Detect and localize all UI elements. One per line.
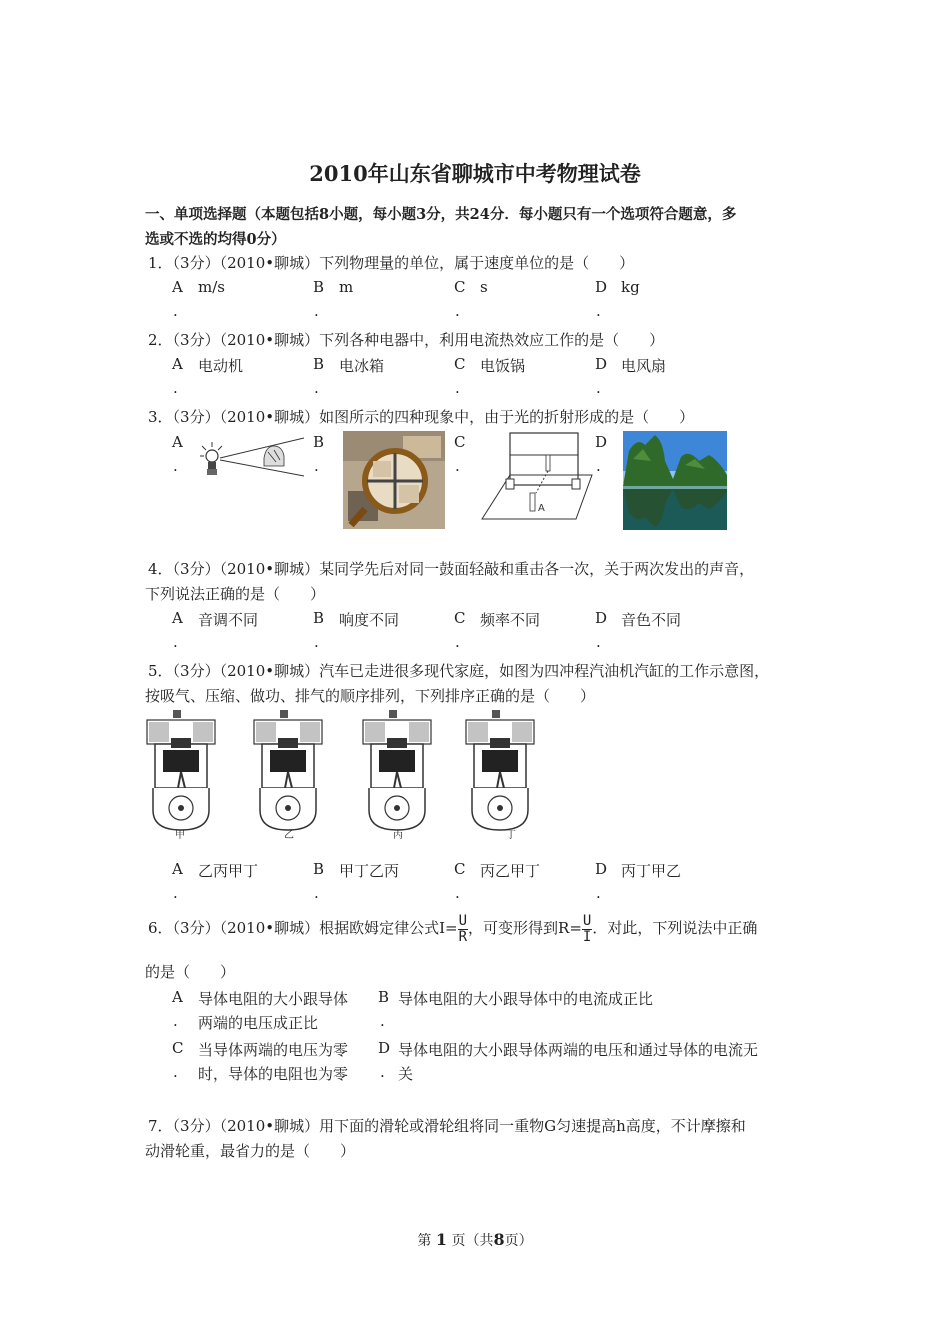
frac1-den: R <box>458 928 468 945</box>
q3-option-c-letter: C <box>454 433 466 451</box>
q2-option-a-letter: A <box>172 355 183 373</box>
engine-label-ding: 丁 <box>506 830 516 841</box>
q7-stem-line1: 7．（3分）（2010•聊城）用下面的滑轮或滑轮组将同一重物G匀速提高h高度，不计摩擦和 <box>148 1117 746 1135</box>
q1-option-a-letter: A <box>172 278 183 296</box>
q4-stem-line2: 下列说法正确的是（ ） <box>145 585 326 603</box>
q7-stem-line2: 动滑轮重，最省力的是（ ） <box>145 1142 356 1160</box>
q5-stem-line1: 5．（3分）（2010•聊城）汽车已走进很多现代家庭，如图为四冲程汽油机汽缸的工作示意图， <box>148 662 770 680</box>
q4-option-a-letter: A <box>172 609 183 627</box>
engine-label-bing: 丙 <box>393 830 403 841</box>
dot: . <box>314 302 319 320</box>
figure-shadow-lamp <box>198 434 308 494</box>
q2-option-d-letter: D <box>595 355 608 373</box>
dot: . <box>380 1012 385 1030</box>
q1-option-a-text: m/s <box>198 278 225 296</box>
q2-option-d-text: 电风扇 <box>621 357 667 375</box>
footer-pre: 第 <box>417 1233 432 1249</box>
dot: . <box>596 633 601 651</box>
figure-magnifier-photo <box>343 431 445 529</box>
q6-option-d-letter: D <box>378 1039 391 1057</box>
footer-total-pages: 8 <box>493 1230 505 1249</box>
q4-option-c-text: 频率不同 <box>480 611 541 629</box>
dot: . <box>173 379 178 397</box>
q1-option-d-letter: D <box>595 278 608 296</box>
q5-option-d-text: 丙丁甲乙 <box>621 862 682 880</box>
section-heading-line2: 选或不选的均得0分） <box>145 231 286 248</box>
q4-option-b-text: 响度不同 <box>339 611 400 629</box>
q1-option-c-text: s <box>480 278 488 296</box>
dot: . <box>173 633 178 651</box>
frac1-num: U <box>458 912 468 929</box>
dot: . <box>596 302 601 320</box>
dot: . <box>455 884 460 902</box>
q6-stem-b: ，可变形得到R= <box>468 919 582 937</box>
engine-label-jia: 甲 <box>175 830 185 841</box>
q6-option-a-letter: A <box>172 988 183 1006</box>
figure-mirror-experiment <box>480 431 594 523</box>
engine-label-yi: 乙 <box>284 830 294 841</box>
engine-diagram-bing <box>361 708 433 834</box>
lamp-icon <box>200 442 222 475</box>
q6-stem-a: 6．（3分）（2010•聊城）根据欧姆定律公式I= <box>148 919 458 937</box>
dot: . <box>314 457 319 475</box>
footer-page-number: 1 <box>435 1230 447 1249</box>
engine-diagram-yi <box>252 708 324 834</box>
figure-landscape-reflection <box>623 431 727 530</box>
q2-stem: 2．（3分）（2010•聊城）下列各种电器中，利用电流热效应工作的是（ ） <box>148 331 665 349</box>
q6-stem-c: ．对此，下列说法中正确 <box>592 919 758 937</box>
q1-stem: 1．（3分）（2010•聊城）下列物理量的单位，属于速度单位的是（ ） <box>148 254 635 272</box>
q6-stem <box>148 912 757 945</box>
q6-option-d-line2: 关 <box>398 1065 414 1083</box>
q4-option-a-text: 音调不同 <box>198 611 259 629</box>
q2-option-b-text: 电冰箱 <box>339 357 385 375</box>
q6-option-a-line2: 两端的电压成正比 <box>198 1014 319 1032</box>
q1-option-b-letter: B <box>313 278 325 296</box>
dot: . <box>596 457 601 475</box>
q4-option-d-letter: D <box>595 609 608 627</box>
q4-option-d-text: 音色不同 <box>621 611 682 629</box>
dot: . <box>455 633 460 651</box>
dot: . <box>380 1063 385 1081</box>
q4-option-b-letter: B <box>313 609 325 627</box>
engine-diagram-ding <box>464 708 536 834</box>
q4-stem-line1: 4．（3分）（2010•聊城）某同学先后对同一鼓面轻敲和重击各一次，关于两次发出的声音， <box>148 560 755 578</box>
formula-current-fraction <box>458 914 468 945</box>
q5-stem-line2: 按吸气、压缩、做功、排气的顺序排列，下列排序正确的是（ ） <box>145 687 596 705</box>
dot: . <box>314 379 319 397</box>
q2-option-a-text: 电动机 <box>198 357 244 375</box>
q6-option-d-line1: 导体电阻的大小跟导体两端的电压和通过导体的电流无 <box>398 1041 759 1059</box>
q5-option-c-letter: C <box>454 860 466 878</box>
dot: . <box>173 1063 178 1081</box>
q2-option-c-text: 电饭锅 <box>480 357 526 375</box>
page-footer <box>0 1230 950 1250</box>
q4-option-c-letter: C <box>454 609 466 627</box>
formula-resistance-fraction <box>582 914 592 945</box>
q6-stem-line2: 的是（ ） <box>145 963 236 981</box>
footer-post: 页） <box>504 1233 533 1249</box>
q6-option-a-line1: 导体电阻的大小跟导体 <box>198 990 349 1008</box>
q5-option-d-letter: D <box>595 860 608 878</box>
dot: . <box>455 302 460 320</box>
dot: . <box>173 1012 178 1030</box>
hand-shadow-icon <box>264 446 284 466</box>
q3-option-b-letter: B <box>313 433 325 451</box>
footer-mid: 页（共 <box>451 1233 494 1249</box>
dot: . <box>596 884 601 902</box>
frac2-num: U <box>582 912 592 929</box>
frac2-den: I <box>582 928 592 945</box>
q6-option-c-letter: C <box>172 1039 184 1057</box>
q2-option-b-letter: B <box>313 355 325 373</box>
section-heading-line1: 一、单项选择题（本题包括8小题，每小题3分，共24分．每小题只有一个选项符合题意，多 <box>145 206 737 223</box>
figure-c-label: A <box>538 503 545 514</box>
dot: . <box>314 633 319 651</box>
dot: . <box>173 884 178 902</box>
dot: . <box>455 457 460 475</box>
dot: . <box>173 302 178 320</box>
q5-option-a-text: 乙丙甲丁 <box>198 862 259 880</box>
q6-option-c-line2: 时，导体的电阻也为零 <box>198 1065 349 1083</box>
q5-option-c-text: 丙乙甲丁 <box>480 862 541 880</box>
q6-option-b-letter: B <box>378 988 390 1006</box>
q5-option-a-letter: A <box>172 860 183 878</box>
q3-option-a-letter: A <box>172 433 183 451</box>
page-title: 2010年山东省聊城市中考物理试卷 <box>309 161 641 186</box>
dot: . <box>314 884 319 902</box>
q6-option-c-line1: 当导体两端的电压为零 <box>198 1041 349 1059</box>
q1-option-d-text: kg <box>621 278 640 296</box>
engine-diagram-jia <box>145 708 217 834</box>
q1-option-b-text: m <box>339 278 354 296</box>
q5-option-b-text: 甲丁乙丙 <box>339 862 400 880</box>
q5-option-b-letter: B <box>313 860 325 878</box>
q6-option-b-line1: 导体电阻的大小跟导体中的电流成正比 <box>398 990 654 1008</box>
dot: . <box>455 379 460 397</box>
dot: . <box>596 379 601 397</box>
q1-option-c-letter: C <box>454 278 466 296</box>
q2-option-c-letter: C <box>454 355 466 373</box>
dot: . <box>173 457 178 475</box>
q3-option-d-letter: D <box>595 433 608 451</box>
q3-stem: 3．（3分）（2010•聊城）如图所示的四种现象中，由于光的折射形成的是（ ） <box>148 408 695 426</box>
